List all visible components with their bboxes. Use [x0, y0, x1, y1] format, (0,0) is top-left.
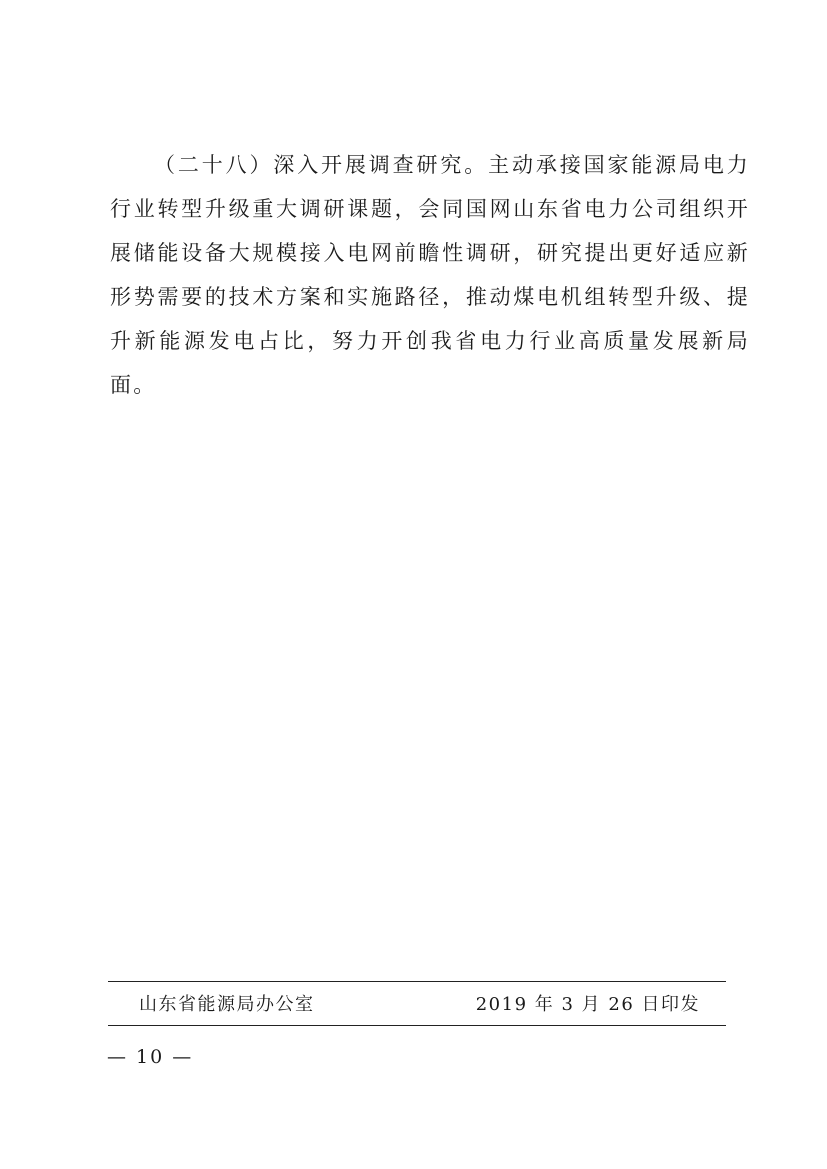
- page-number: — 10 —: [107, 1046, 194, 1068]
- footer-issue-date: 2019 年 3 月 26 日印发: [475, 994, 700, 1015]
- footer-top-rule: [108, 981, 726, 982]
- body-text-block: [110, 143, 750, 407]
- footer-issuer: 山东省能源局办公室: [139, 994, 315, 1015]
- paragraph-28: [110, 143, 750, 407]
- footer-bottom-rule: [108, 1025, 726, 1026]
- paragraph-body: 主动承接国家能源局电力行业转型升级重大调研课题，会同国网山东省电力公司组织开展储能设备大规模接入电网前瞻性调研，研究提出更好适应新形势需要的技术方案和实施路径，推动煤电机组转型升级、提升新能源发电占比，努力开创我省电力行业高质量发展新局面。: [110, 153, 750, 397]
- paragraph-heading: （二十八）深入开展调查研究。: [154, 153, 489, 177]
